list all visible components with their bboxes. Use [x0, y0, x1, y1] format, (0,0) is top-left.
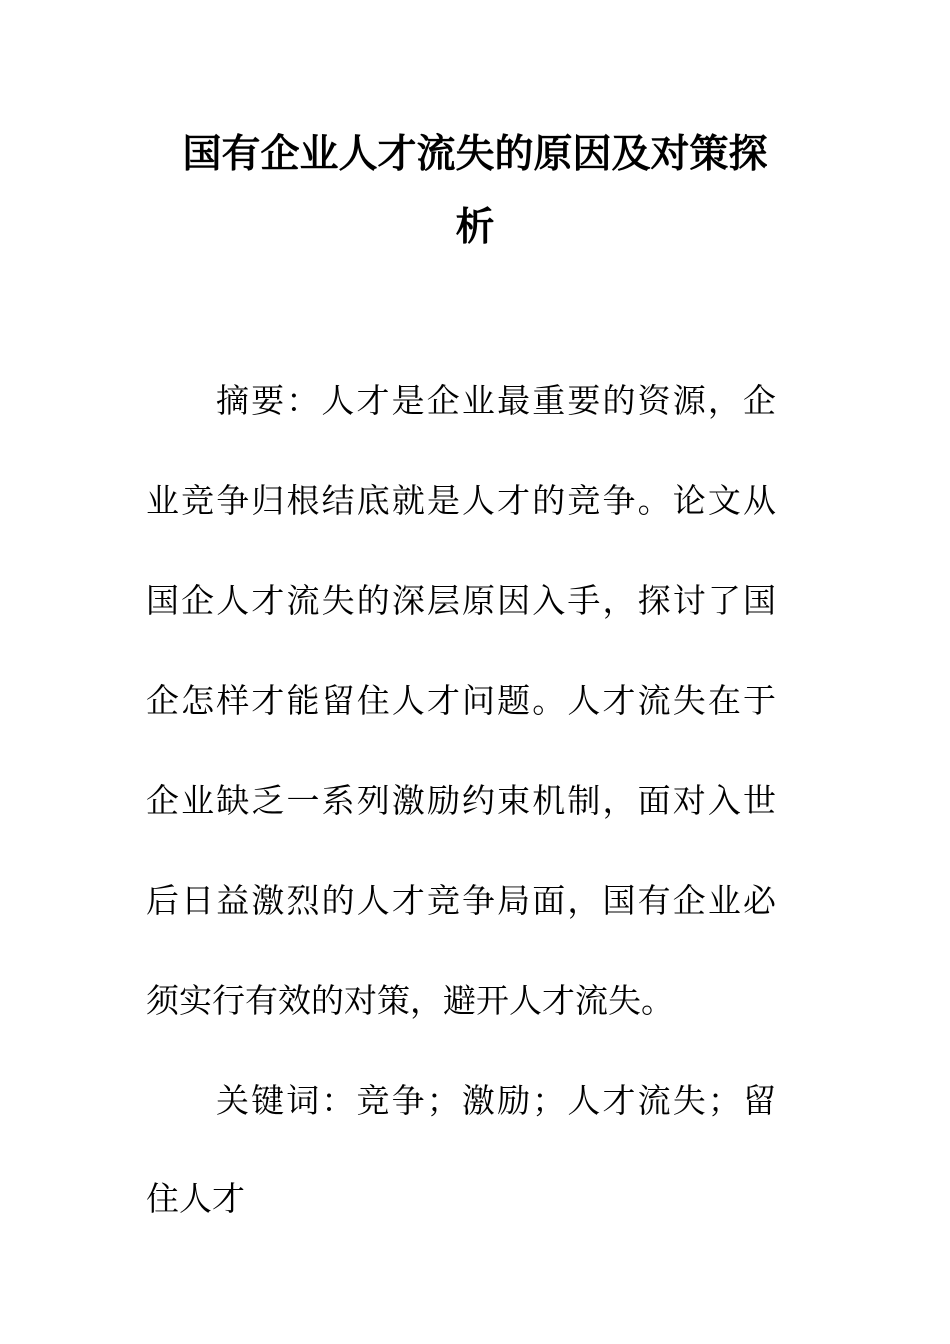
- keywords-line-1: 关键词：竞争；激励；人才流失；留: [216, 1081, 776, 1120]
- abstract-line-1: 摘要：人才是企业最重要的资源，企: [216, 381, 776, 420]
- keywords-line-2: 住人才: [146, 1179, 245, 1218]
- document-title-line-1: 国有企业人才流失的原因及对策探: [182, 131, 768, 177]
- abstract-line-3: 国企人才流失的深层原因入手，探讨了国: [146, 581, 776, 620]
- abstract-line-6: 后日益激烈的人才竞争局面，国有企业必: [146, 881, 776, 920]
- abstract-line-7: 须实行有效的对策，避开人才流失。: [146, 981, 674, 1020]
- abstract-line-2: 业竞争归根结底就是人才的竞争。论文从: [146, 481, 776, 520]
- document-title-line-2: 析: [455, 204, 495, 250]
- abstract-line-4: 企怎样才能留住人才问题。人才流失在于: [146, 681, 776, 720]
- abstract-line-5: 企业缺乏一系列激励约束机制，面对入世: [146, 781, 776, 820]
